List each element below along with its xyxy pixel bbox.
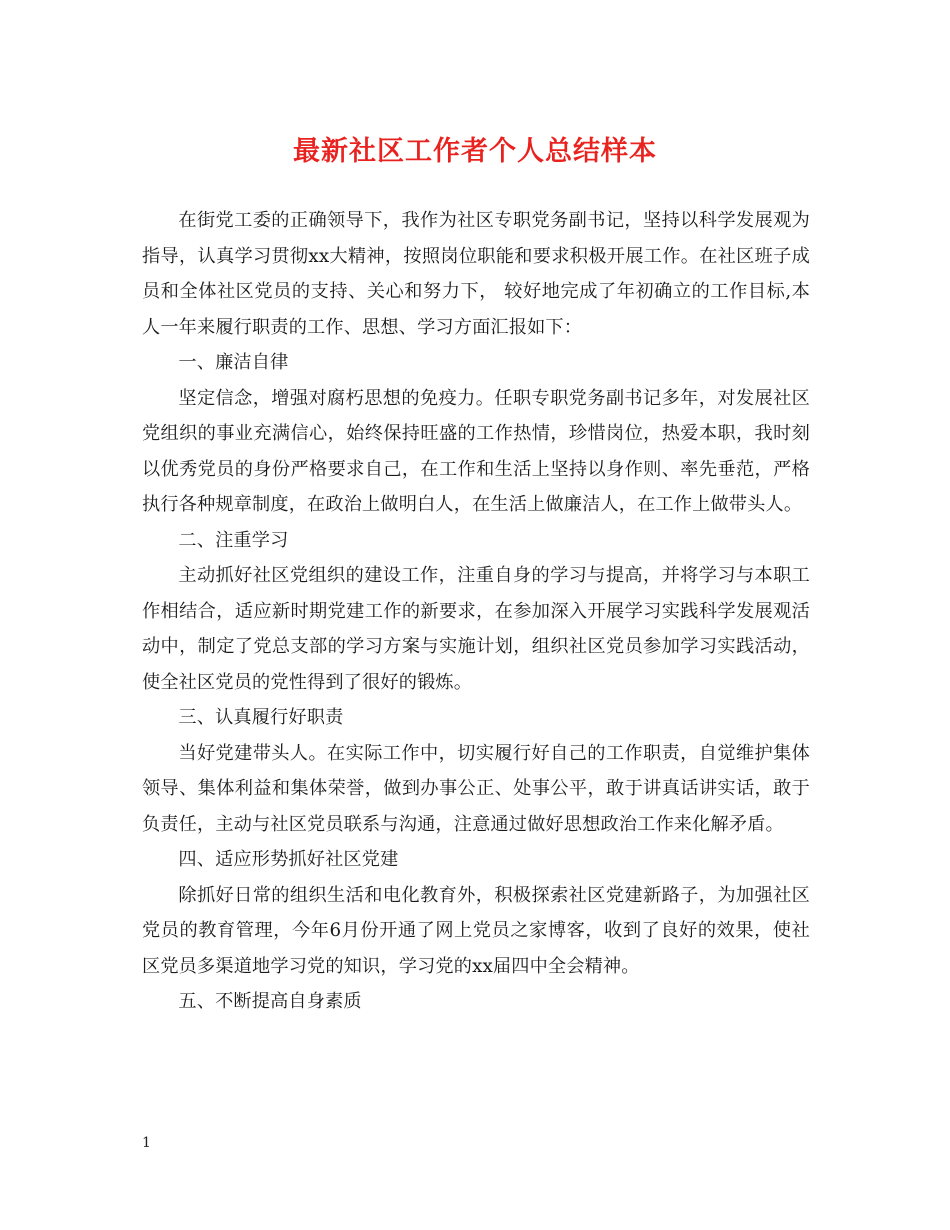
paragraph-3: 当好党建带头人。在实际工作中，切实履行好自己的工作职责，自觉维护集体领导、集体利益和集体荣誉，做到办事公正、处事公平，敢于讲真话讲实话，敢于负责任，主动与社区党员联系与沟通，注意通过做好思想政治工作来化解矛盾。 — [142, 742, 810, 835]
section-heading-1: 一、廉洁自律 — [178, 352, 289, 373]
paragraph-2: 主动抓好社区党组织的建设工作，注重自身的学习与提高，并将学习与本职工作相结合，适应新时期党建工作的新要求，在参加深入开展学习实践科学发展观活动中，制定了党总支部的学习方案与实施计划，组织社区党员参加学习实践活动，使全社区党员的党性得到了很好的锻炼。 — [142, 565, 810, 693]
section-heading-4: 四、适应形势抓好社区党建 — [178, 849, 399, 870]
section-heading-3: 三、认真履行好职责 — [178, 707, 344, 728]
document-body — [142, 203, 810, 1020]
section-heading-5: 五、不断提高自身素质 — [178, 991, 362, 1012]
paragraph-1: 坚定信念，增强对腐朽思想的免疫力。任职专职党务副书记多年，对发展社区党组织的事业充满信心，始终保持旺盛的工作热情，珍惜岗位，热爱本职，我时刻以优秀党员的身份严格要求自己，在工作和生活上坚持以身作则、率先垂范，严格执行各种规章制度，在政治上做明白人，在生活上做廉洁人，在工作上做带头人。 — [142, 387, 810, 515]
paragraph-intro: 在街党工委的正确领导下，我作为社区专职党务副书记，坚持以科学发展观为指导，认真学习贯彻xx大精神，按照岗位职能和要求积极开展工作。在社区班子成员和全体社区党员的支持、关心和努力下， 较好地完成了年初确立的工作目标,本人一年来履行职责的工作、思想、学习方面汇报如下： — [142, 210, 810, 338]
page-number: 1 — [142, 1135, 151, 1151]
section-heading-2: 二、注重学习 — [178, 529, 289, 551]
paragraph-4: 除抓好日常的组织生活和电化教育外，积极探索社区党建新路子，为加强社区党员的教育管理，今年6月份开通了网上党员之家博客，收到了良好的效果，使社区党员多渠道地学习党的知识，学习党的xx届四中全会精神。 — [142, 884, 810, 977]
document-title: 最新社区工作者个人总结样本 — [293, 136, 657, 167]
